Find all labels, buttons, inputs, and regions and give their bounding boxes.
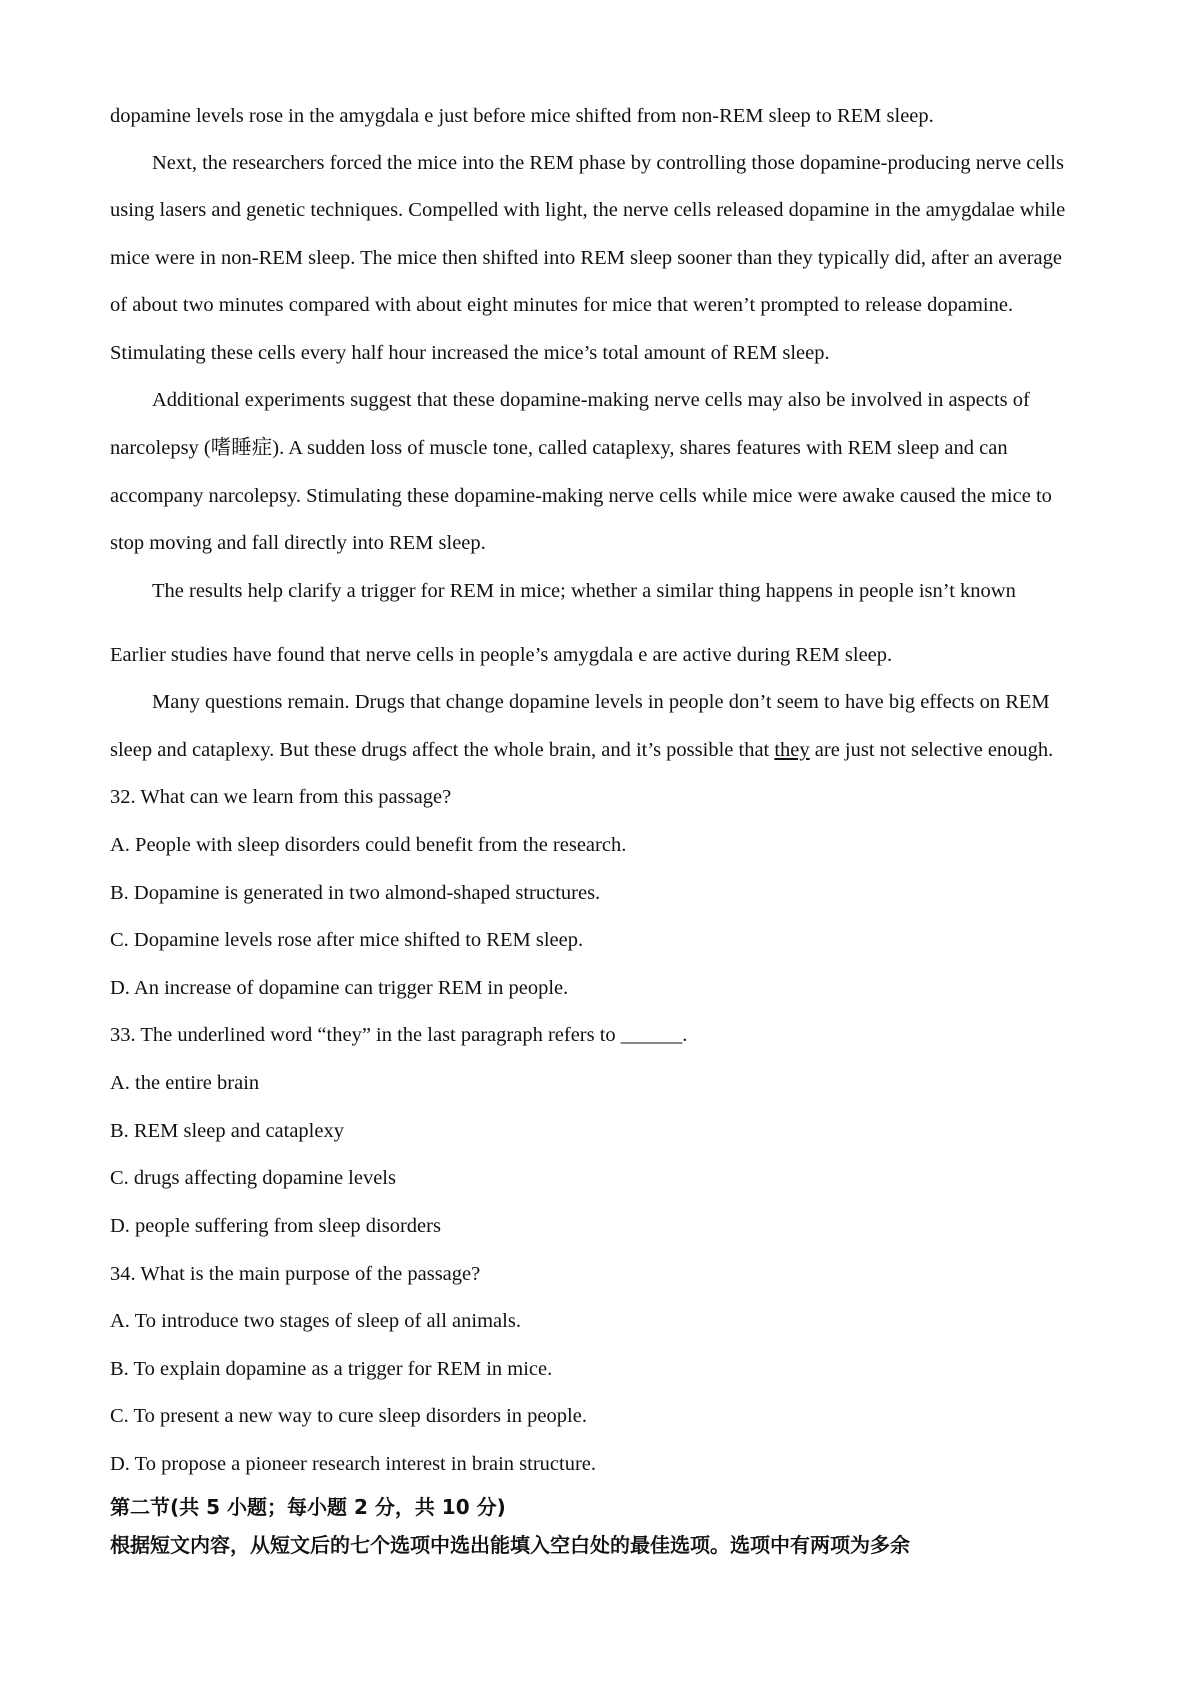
answer-option: D. An increase of dopamine can trigger REM in people. [110,977,569,999]
passage-text: are just not selective enough. [809,739,1054,761]
passage-line: Many questions remain. Drugs that change dopamine levels in people don’t seem to have big effects on REM [152,691,1050,713]
answer-option: C. drugs affecting dopamine levels [110,1167,396,1189]
passage-line: dopamine levels rose in the amygdala e just before mice shifted from non-REM sleep to REM sleep. [110,105,934,127]
underlined-word: they [774,739,810,761]
answer-option: A. To introduce two stages of sleep of all animals. [110,1310,521,1332]
answer-option: B. Dopamine is generated in two almond-shaped structures. [110,882,601,904]
section-heading: 第二节(共 5 小题；每小题 2 分，共 10 分) [110,1495,506,1519]
answer-option: D. people suffering from sleep disorders [110,1215,441,1237]
question-stem: 33. The underlined word “they” in the last paragraph refers to ______. [110,1024,688,1046]
passage-line: of about two minutes compared with about eight minutes for mice that weren’t prompted to release dopamine. [110,294,1014,316]
passage-line: Next, the researchers forced the mice into the REM phase by controlling those dopamine-producing nerve cells [152,152,1064,174]
answer-option: C. To present a new way to cure sleep disorders in people. [110,1405,587,1427]
question-stem: 34. What is the main purpose of the passage? [110,1263,481,1285]
question-stem: 32. What can we learn from this passage? [110,786,452,808]
answer-option: C. Dopamine levels rose after mice shifted to REM sleep. [110,929,584,951]
passage-line: narcolepsy (嗜睡症). A sudden loss of muscle tone, called cataplexy, shares features with REM sleep and can [110,437,1008,459]
answer-option: A. the entire brain [110,1072,260,1094]
passage-line [110,737,1053,763]
passage-line: mice were in non-REM sleep. The mice then shifted into REM sleep sooner than they typically did, after an average [110,247,1063,269]
passage-text: sleep and cataplexy. But these drugs affect the whole brain, and it’s possible that [110,739,775,761]
passage-line: stop moving and fall directly into REM sleep. [110,532,486,554]
section-instruction: 根据短文内容，从短文后的七个选项中选出能填入空白处的最佳选项。选项中有两项为多余 [110,1533,910,1557]
passage-line: Earlier studies have found that nerve cells in people’s amygdala e are active during REM sleep. [110,644,893,666]
passage-line: Additional experiments suggest that these dopamine-making nerve cells may also be involved in aspects of [152,389,1030,411]
answer-option: A. People with sleep disorders could benefit from the research. [110,834,627,856]
answer-option: B. To explain dopamine as a trigger for REM in mice. [110,1358,553,1380]
passage-line: using lasers and genetic techniques. Compelled with light, the nerve cells released dopamine in the amygdalae while [110,199,1066,221]
passage-line: Stimulating these cells every half hour increased the mice’s total amount of REM sleep. [110,342,830,364]
answer-option: D. To propose a pioneer research interest in brain structure. [110,1453,597,1475]
passage-line: accompany narcolepsy. Stimulating these dopamine-making nerve cells while mice were awake caused the mice to [110,485,1052,507]
passage-line: The results help clarify a trigger for REM in mice; whether a similar thing happens in people isn’t known [152,580,1016,602]
answer-option: B. REM sleep and cataplexy [110,1120,344,1142]
